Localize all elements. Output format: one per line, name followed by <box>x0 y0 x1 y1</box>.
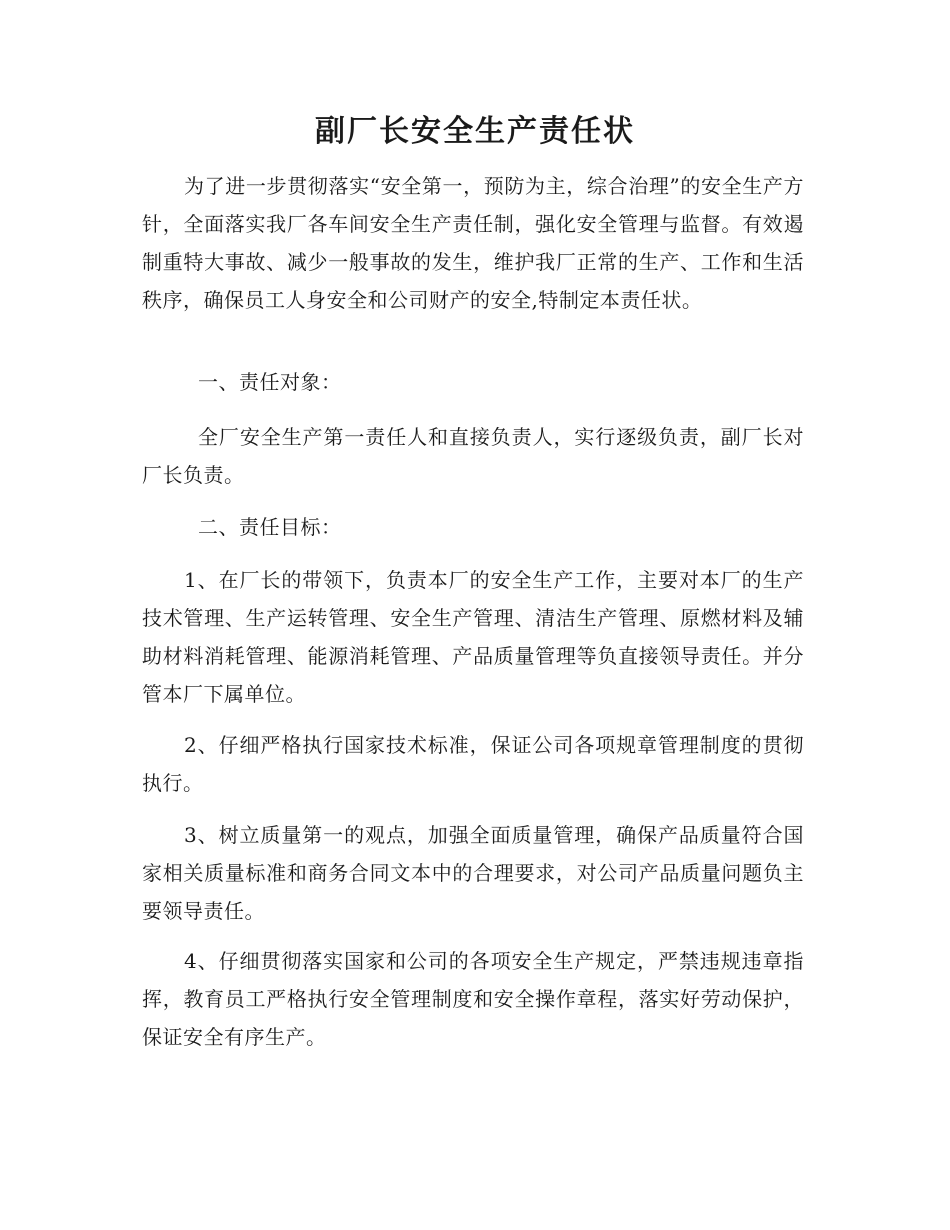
section-heading-responsibility-goals: 二、责任目标： <box>198 515 342 539</box>
goal-item-4: 4、仔细贯彻落实国家和公司的各项安全生产规定，严禁违规违章指挥，教育员工严格执行安全管理制度和安全操作章程，落实好劳动保护，保证安全有序生产。 <box>142 949 804 1049</box>
goal-item-3: 3、树立质量第一的观点，加强全面质量管理，确保产品质量符合国家相关质量标准和商务合同文本中的合理要求，对公司产品质量问题负主要领导责任。 <box>142 823 804 923</box>
intro-paragraph: 为了进一步贯彻落实“安全第一，预防为主，综合治理”的安全生产方针，全面落实我厂各车间安全生产责任制，强化安全管理与监督。有效遏制重特大事故、减少一般事故的发生，维护我厂正常的生产、工作和生活秩序，确保员工人身安全和公司财产的安全,特制定本责任状。 <box>142 174 804 312</box>
goal-item-1: 1、在厂长的带领下，负责本厂的安全生产工作，主要对本厂的生产技术管理、生产运转管理、安全生产管理、清洁生产管理、原燃材料及辅助材料消耗管理、能源消耗管理、产品质量管理等负直接领导责任。并分管本厂下属单位。 <box>142 568 804 706</box>
responsibility-object-paragraph: 全厂安全生产第一责任人和直接负责人，实行逐级负责，副厂长对厂长负责。 <box>142 425 804 487</box>
document-title: 副厂长安全生产责任状 <box>315 114 635 149</box>
goal-item-2: 2、仔细严格执行国家技术标准，保证公司各项规章管理制度的贯彻执行。 <box>142 733 804 795</box>
section-heading-responsibility-object: 一、责任对象： <box>198 370 342 394</box>
